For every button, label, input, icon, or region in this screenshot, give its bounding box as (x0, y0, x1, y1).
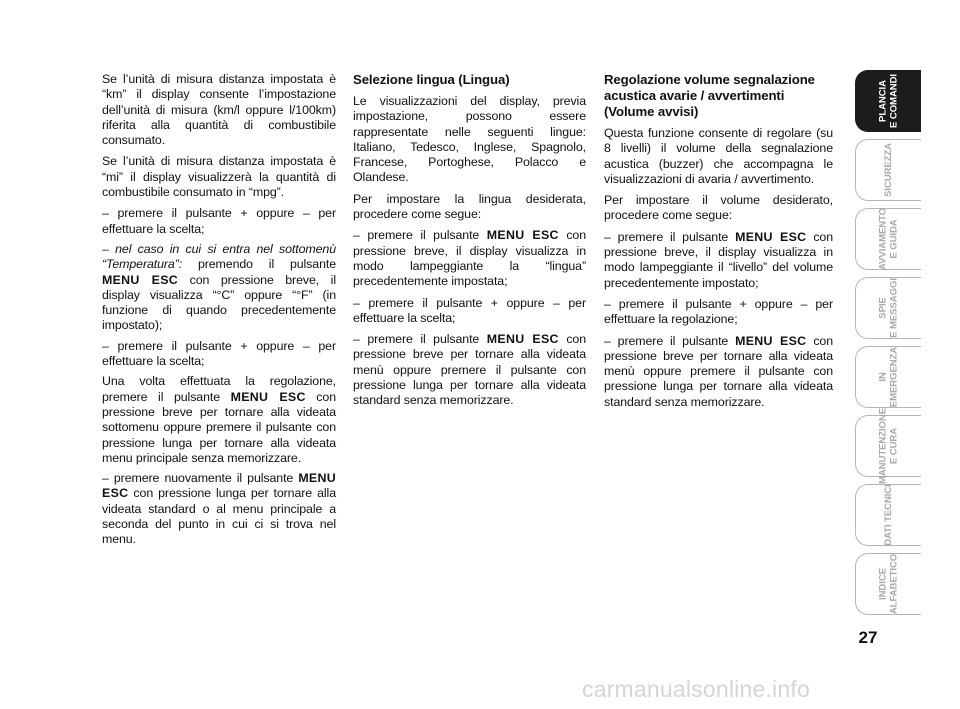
paragraph (353, 228, 586, 289)
tab-label: MANUTENZIONE E CURA (877, 407, 899, 485)
text-column-2 (353, 72, 586, 415)
menu-esc-key: MENU ESC (102, 471, 336, 501)
tab-label: PLANCIA E COMANDI (877, 74, 899, 128)
text-column-1 (102, 72, 336, 554)
text: – premere il pulsante (353, 332, 487, 347)
menu-esc-key: MENU ESC (102, 272, 179, 287)
paragraph: Le visualizzazioni del display, previa impostazione, possono essere rappresentate nelle seguenti lingue: Italiano, Tedesco, Inglese, Spagnolo, Francese, Portoghese, Polacco e Olandese. (353, 94, 586, 185)
text: Una volta effettuata la regolazione, premere il pulsante (102, 374, 336, 404)
paragraph: Se l’unità di misura distanza impostata è “mi” il display visualizzerà la quantità di combustibile consumato in “mpg”. (102, 154, 336, 200)
tab-avviamento-e-guida[interactable] (855, 208, 921, 270)
paragraph (604, 230, 833, 291)
paragraph (102, 242, 336, 334)
menu-esc-key: MENU ESC (735, 229, 807, 244)
italic-text: – nel caso in cui si entra nel sottomenù “Temperatura”: (102, 241, 336, 272)
section-heading: Selezione lingua (Lingua) (353, 72, 510, 87)
watermark: carmanualsonline.info (582, 676, 810, 702)
text: con pressione breve per tornare alla videata sottomenu oppure premere il pulsante con pressione lunga per tornare alla videata menu principale senza memorizzare. (102, 389, 336, 465)
menu-esc-key: MENU ESC (486, 228, 559, 243)
text: premendo il pulsante (182, 257, 336, 272)
tab-label: SPIE E MESSAGGI (877, 278, 899, 338)
text: con pressione breve, il display visualizza in modo lampeggiante il “livello” del volume precedentemente impostato; (604, 229, 833, 290)
tab-manutenzione-e-cura[interactable] (855, 407, 921, 485)
text: con pressione lunga per tornare alla videata standard o al menu principale a seconda del punto in cui ci si trova nel menu. (102, 486, 336, 547)
paragraph (353, 332, 586, 408)
text: con pressione breve per tornare alla videata menù oppure premere il pulsante con pressione lunga per tornare alla videata standard senza memorizzare. (604, 333, 833, 409)
text: con pressione breve, il display visualizza in modo lampeggiante la “lingua” precedentemente impostata; (353, 228, 587, 289)
section-heading: Regolazione volume segnalazione acustica avarie / avvertimenti (Volume avvisi) (604, 72, 815, 119)
text: con pressione breve, il display visualizza “°C” oppure “°F” (in funzione di quando precedentemente impostato); (102, 272, 336, 333)
tab-plancia-e-comandi[interactable] (855, 70, 921, 132)
page-number: 27 (858, 628, 878, 647)
paragraph: Per impostare il volume desiderato, procedere come segue: (604, 193, 833, 223)
text: – premere il pulsante (604, 229, 736, 244)
paragraph: – premere il pulsante + oppure – per effettuare la scelta; (353, 295, 586, 325)
tab-sicurezza[interactable] (855, 139, 921, 201)
tab-label: IN EMERGENZA (877, 346, 899, 408)
paragraph: – premere il pulsante + oppure – per effettuare la scelta; (102, 338, 336, 369)
tab-label: DATI TECNICI (882, 484, 894, 546)
tab-in-emergenza[interactable] (855, 346, 921, 408)
menu-esc-key: MENU ESC (735, 333, 807, 348)
tab-spie-e-messaggi[interactable] (855, 277, 921, 339)
paragraph: Per impostare la lingua desiderata, procedere come segue: (353, 191, 586, 222)
menu-esc-key: MENU ESC (230, 389, 306, 404)
paragraph: – premere il pulsante + oppure – per effettuare la regolazione; (604, 296, 833, 327)
text: – premere il pulsante (604, 333, 736, 348)
paragraph (102, 374, 336, 466)
text: – premere il pulsante (353, 228, 487, 243)
paragraph: – premere il pulsante + oppure – per effettuare la scelta; (102, 206, 336, 236)
tab-label: SICUREZZA (882, 143, 894, 197)
menu-esc-key: MENU ESC (486, 332, 559, 347)
tab-dati-tecnici[interactable] (855, 484, 921, 546)
text-column-3 (604, 72, 833, 416)
text: con pressione breve per tornare alla videata menù oppure premere il pulsante con pressione lunga per tornare alla videata standard senza memorizzare. (353, 332, 587, 408)
text: – premere nuovamente il pulsante (102, 471, 299, 486)
paragraph (102, 471, 336, 547)
paragraph: Questa funzione consente di regolare (su 8 livelli) il volume della segnalazione acustica (buzzer) che accompagna le visualizzazioni di avaria / avvertimento. (604, 126, 833, 186)
paragraph (604, 334, 833, 410)
tab-label: INDICE ALFABETICO (877, 553, 899, 615)
tab-indice-alfabetico[interactable] (855, 553, 921, 615)
tab-label: AVVIAMENTO E GUIDA (877, 207, 899, 271)
paragraph: Se l’unità di misura distanza impostata è “km” il display consente l’impostazione dell’unità di misura (km/l oppure l/100km) riferita alla quantità di combustibile consumato. (102, 72, 336, 148)
